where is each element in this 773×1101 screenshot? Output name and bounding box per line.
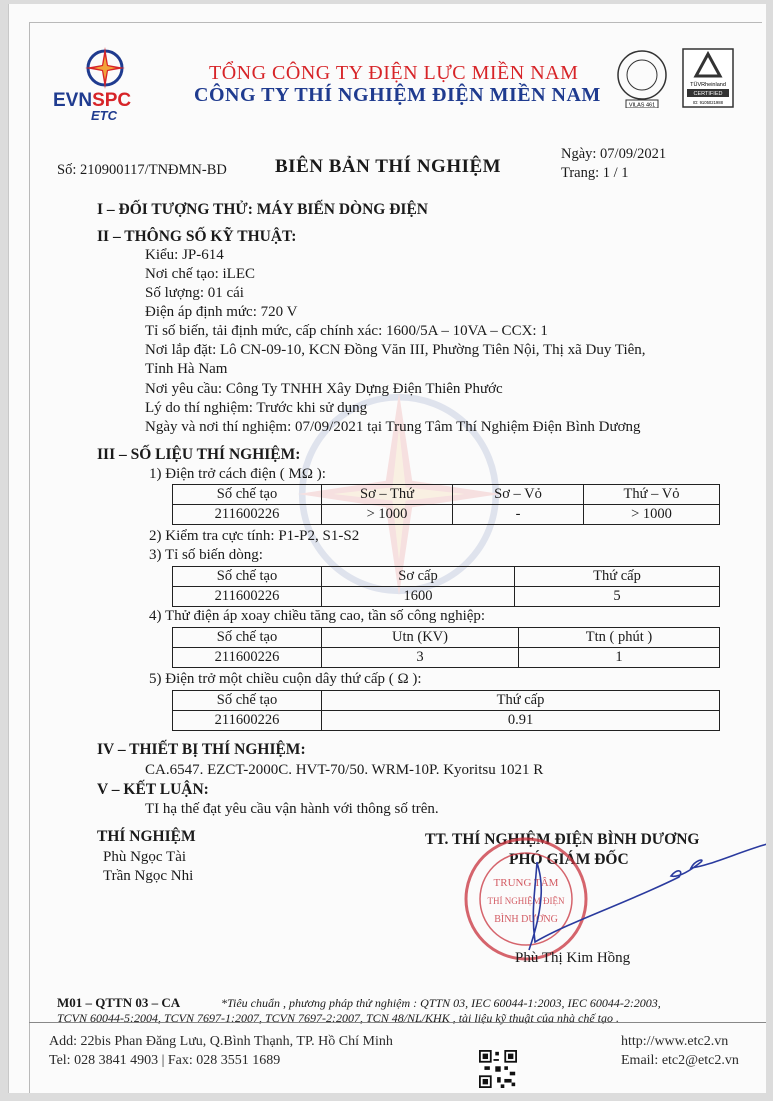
company-name: TỔNG CÔNG TY ĐIỆN LỰC MIỀN NAM xyxy=(209,62,579,84)
spec-line: Tỉ số biến, tải định mức, cấp chính xác: 1600/5A – 10VA – CCX: 1 xyxy=(145,323,548,339)
test-3-label: 3) Tỉ số biến dòng: xyxy=(149,547,263,563)
table-header: Sơ cấp xyxy=(322,567,515,587)
table-header: Thứ cấp xyxy=(515,567,720,587)
table-cell: 5 xyxy=(515,587,720,607)
approver-org: TT. THÍ NGHIỆM ĐIỆN BÌNH DƯƠNG xyxy=(425,831,700,848)
footer-divider xyxy=(29,1022,766,1023)
spec-line: Tỉnh Hà Nam xyxy=(145,361,228,377)
ratio-table xyxy=(172,566,720,607)
section-2-heading: II – THÔNG SỐ KỸ THUẬT: xyxy=(97,228,297,245)
tester-name: Trần Ngọc Nhi xyxy=(103,868,194,884)
hipot-table xyxy=(172,627,720,668)
footer-address: Add: 22bis Phan Đăng Lưu, Q.Bình Thạnh, TP. Hồ Chí Minh xyxy=(49,1034,393,1049)
spec-line: Điện áp định mức: 720 V xyxy=(145,304,298,320)
spec-line: Nơi lắp đặt: Lô CN-09-10, KCN Đồng Văn III, Phường Tiên Nội, Thị xã Duy Tiên, xyxy=(145,342,646,358)
subsidiary-name: CÔNG TY THÍ NGHIỆM ĐIỆN MIỀN NAM xyxy=(194,84,601,106)
doc-page: Trang: 1 / 1 xyxy=(561,165,629,181)
test-2-label: 2) Kiểm tra cực tính: P1-P2, S1-S2 xyxy=(149,528,360,544)
table-header: Thứ cấp xyxy=(322,691,720,711)
table-header: Thứ – Vỏ xyxy=(584,485,720,505)
evn-logo-text: EVNSPC xyxy=(53,90,132,111)
tuv-label: TÜVRheinland xyxy=(690,82,726,88)
table-header: Sơ – Vỏ xyxy=(453,485,584,505)
footer-phone: Tel: 028 3841 4903 | Fax: 028 3551 1689 xyxy=(49,1053,281,1068)
spec-line: Nơi chế tạo: iLEC xyxy=(145,266,255,282)
approver-name: Phù Thị Kim Hồng xyxy=(515,950,631,966)
section-4-heading: IV – THIẾT BỊ THÍ NGHIỆM: xyxy=(97,741,306,758)
insulation-table xyxy=(172,484,720,525)
footer-website[interactable]: http://www.etc2.vn xyxy=(621,1034,729,1049)
table-cell: > 1000 xyxy=(322,505,453,525)
standards-note-cont: TCVN 60044-5:2004, TCVN 7697-1:2007, TCVN 7697-2:2007, TCN 48/NL/KHK , tài liệu kỹ thuật của nhà chế tạo . xyxy=(57,1011,620,1025)
test-4-label: 4) Thử điện áp xoay chiều tăng cao, tần số công nghiệp: xyxy=(149,608,486,624)
vilas-label: VILAS 461 xyxy=(628,102,656,108)
table-row xyxy=(173,587,720,607)
spec-line: Ngày và nơi thí nghiệm: 07/09/2021 tại Trung Tâm Thí Nghiệm Điện Bình Dương xyxy=(145,419,641,435)
table-cell: 211600226 xyxy=(173,505,322,525)
doc-date: Ngày: 07/09/2021 xyxy=(561,146,667,162)
spec-line: Lý do thí nghiệm: Trước khi sử dụng xyxy=(145,400,368,416)
table-row xyxy=(173,648,720,668)
stamp-line: THÍ NGHIỆM ĐIỆN xyxy=(487,896,565,906)
table-cell: 211600226 xyxy=(173,587,322,607)
section-5-heading: V – KẾT LUẬN: xyxy=(97,781,209,798)
spec-line: Số lượng: 01 cái xyxy=(145,285,244,301)
resistance-table xyxy=(172,690,720,731)
handwritten-signature-icon xyxy=(509,832,766,952)
table-header: Số chế tạo xyxy=(173,567,322,587)
etc-logo-text: ETC xyxy=(91,108,117,123)
test-5-label: 5) Điện trở một chiều cuộn dây thứ cấp ( Ω ): xyxy=(149,671,422,687)
standards-note: *Tiêu chuẩn , phương pháp thử nghiệm : QTTN 03, IEC 60044-1:2003, IEC 60044-2:2003, xyxy=(221,996,661,1010)
equipment-list: CA.6547. EZCT-2000C. HVT-70/50. WRM-10P. Kyoritsu 1021 R xyxy=(145,762,544,778)
table-header-row xyxy=(173,567,720,587)
tester-title: THÍ NGHIỆM xyxy=(97,828,196,845)
tuv-id: ID: 9105021988 xyxy=(693,100,723,105)
approver-role: PHÓ GIÁM ĐỐC xyxy=(509,851,629,868)
table-header: Utn (KV) xyxy=(322,628,519,648)
table-header: Số chế tạo xyxy=(173,628,322,648)
table-cell: 1 xyxy=(519,648,720,668)
table-header: Ttn ( phút ) xyxy=(519,628,720,648)
table-row xyxy=(173,505,720,525)
table-header: Số chế tạo xyxy=(173,485,322,505)
table-cell: 211600226 xyxy=(173,648,322,668)
table-row xyxy=(173,711,720,731)
spec-line: Nơi yêu cầu: Công Ty TNHH Xây Dựng Điện Thiên Phước xyxy=(145,381,503,397)
section-1-heading: I – ĐỐI TƯỢNG THỬ: MÁY BIẾN DÒNG ĐIỆN xyxy=(97,201,428,218)
stamp-line: BÌNH DƯƠNG xyxy=(494,914,558,925)
section-3-heading: III – SỐ LIỆU THÍ NGHIỆM: xyxy=(97,446,301,463)
vilas-cert-icon xyxy=(612,48,672,108)
tuv-cert-icon xyxy=(682,48,734,108)
table-header: Số chế tạo xyxy=(173,691,322,711)
doc-title: BIÊN BẢN THÍ NGHIỆM xyxy=(275,156,502,177)
table-header-row xyxy=(173,691,720,711)
stamp-line: TRUNG TÂM xyxy=(493,877,559,889)
table-header: Sơ – Thứ xyxy=(322,485,453,505)
spec-line: Kiểu: JP-614 xyxy=(145,247,224,263)
table-cell: - xyxy=(453,505,584,525)
table-cell: 1600 xyxy=(322,587,515,607)
test-1-label: 1) Điện trở cách điện ( MΩ ): xyxy=(149,466,326,482)
tuv-certified: CERTIFIED xyxy=(693,91,723,98)
table-cell: 211600226 xyxy=(173,711,322,731)
conclusion-text: TI hạ thế đạt yêu cầu vận hành với thông số trên. xyxy=(145,801,439,817)
tester-name: Phù Ngọc Tài xyxy=(103,849,187,865)
table-header-row xyxy=(173,485,720,505)
table-header-row xyxy=(173,628,720,648)
table-cell: 3 xyxy=(322,648,519,668)
form-code: M01 – QTTN 03 – CA xyxy=(57,995,181,1010)
document-page xyxy=(8,4,766,1093)
footer-email[interactable]: Email: etc2@etc2.vn xyxy=(621,1053,739,1068)
table-cell: > 1000 xyxy=(584,505,720,525)
table-cell: 0.91 xyxy=(322,711,720,731)
doc-number: Số: 210900117/TNĐMN-BD xyxy=(57,162,227,178)
qr-code-icon xyxy=(479,1050,517,1088)
